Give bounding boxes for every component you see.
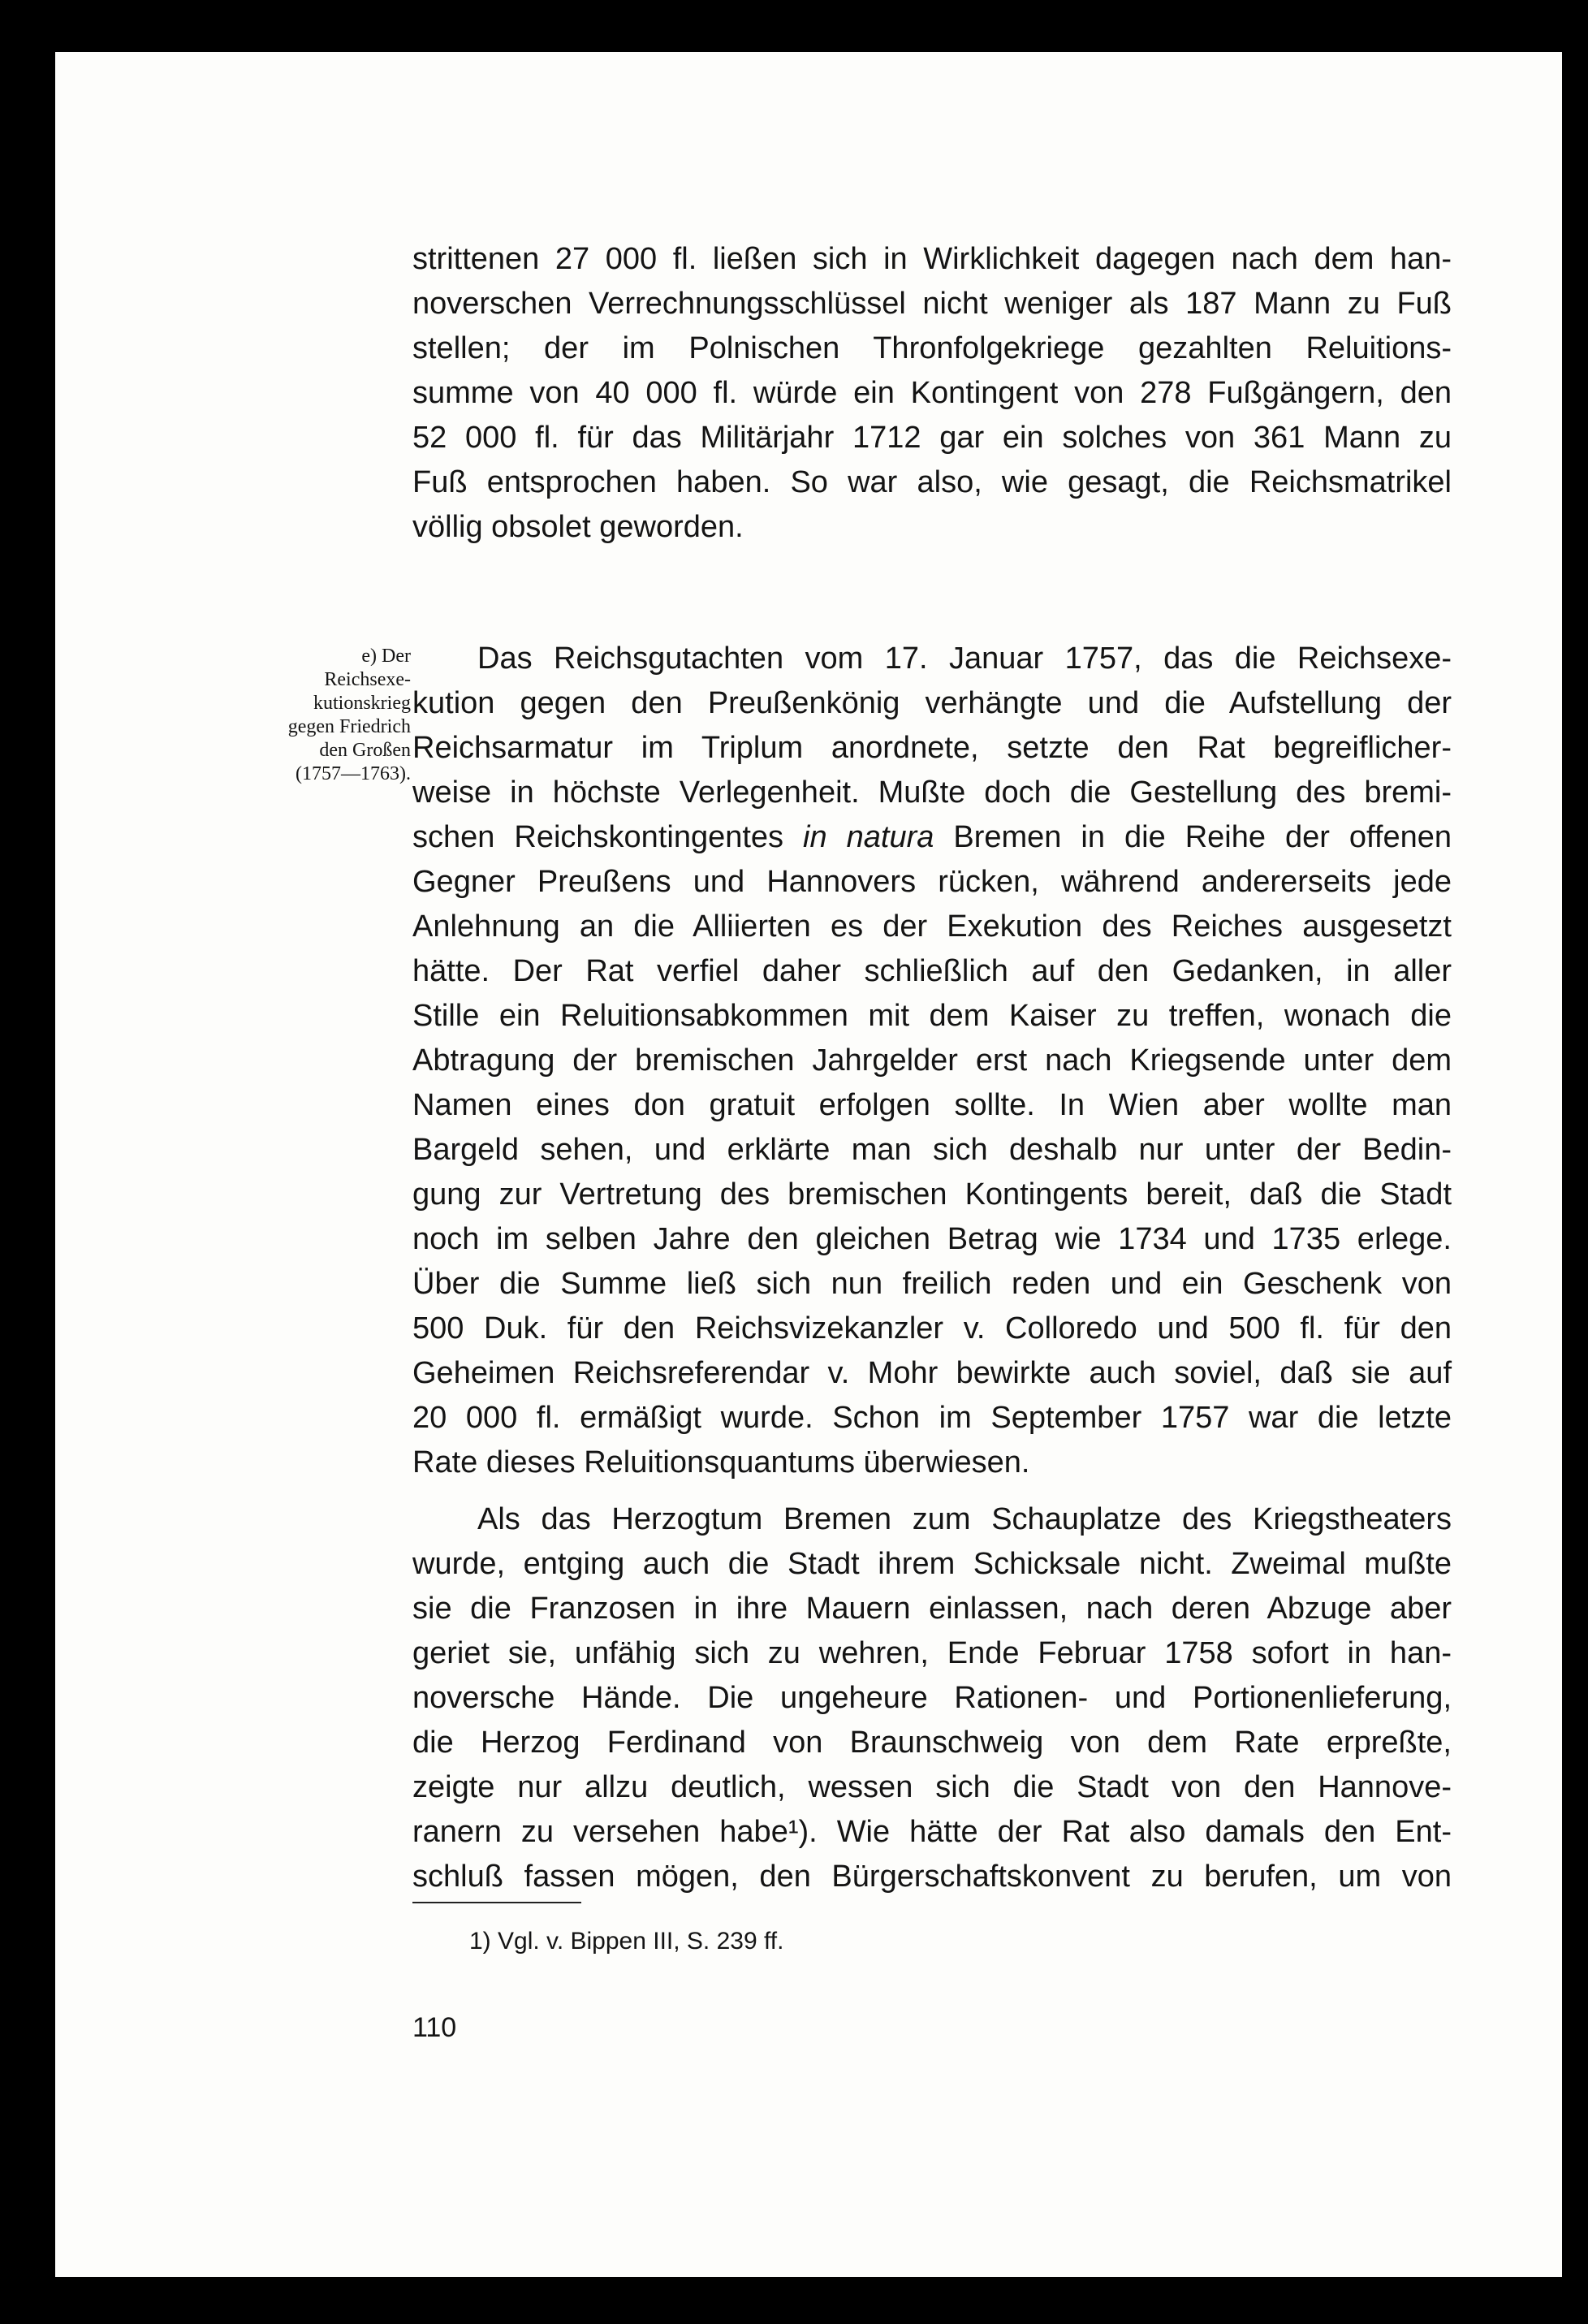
paragraph-herzogtum [412, 1497, 1452, 1899]
text-line: noch im selben Jahre den gleichen Betrag wie 1734 und 1735 erlege. [412, 1222, 1452, 1256]
text-line: weise in höchste Verlegenheit. Mußte doch die Gestellung des bremi- [412, 775, 1452, 810]
text-line: zeigte nur allzu deutlich, wessen sich die Stadt von den Hannove- [412, 1770, 1452, 1804]
footnote-marker: 1) [469, 1928, 491, 1955]
text-line: Gegner Preußens und Hannovers rücken, während andererseits jede [412, 865, 1452, 899]
text-line: 500 Duk. für den Reichsvizekanzler v. Colloredo und 500 fl. für den [412, 1311, 1452, 1346]
page-number: 110 [412, 2012, 457, 2043]
footnote-text: Vgl. v. Bippen III, S. 239 ff. [490, 1928, 784, 1955]
text-line: Stille ein Reluitionsabkommen mit dem Kaiser zu treffen, wonach die [412, 999, 1452, 1033]
margin-note-line: (1757—1763). [296, 763, 411, 784]
text-line: geriet sie, unfähig sich zu wehren, Ende Februar 1758 sofort in han- [412, 1636, 1452, 1670]
document-page [55, 52, 1562, 2277]
text-line: ranern zu versehen habe¹). Wie hätte der Rat also damals den Ent- [412, 1815, 1452, 1849]
italic-phrase: in natura [803, 820, 934, 854]
text-line: noverschen Verrechnungsschlüssel nicht weniger als 187 Mann zu Fuß [412, 287, 1452, 321]
text-line: die Herzog Ferdinand von Braunschweig von dem Rate erpreßte, [412, 1726, 1452, 1760]
text-line: Reichsarmatur im Triplum anordnete, setzte den Rat begreiflicher- [412, 731, 1452, 765]
margin-note-line: Reichsexe- [324, 669, 411, 690]
text-segment: schen Reichskontingentes [412, 820, 804, 854]
text-line: Namen eines don gratuit erfolgen sollte. In Wien aber wollte man [412, 1088, 1452, 1122]
text-line: Das Reichsgutachten vom 17. Januar 1757, das die Reichsexe- [477, 641, 1452, 676]
text-line: noversche Hände. Die ungeheure Rationen- und Portionenlieferung, [412, 1681, 1452, 1715]
footnote-divider [412, 1902, 581, 1903]
text-line: hätte. Der Rat verfiel daher schließlich auf den Gedanken, in aller [412, 954, 1452, 988]
text-line: stellen; der im Polnischen Thronfolgekriege gezahlten Reluitions- [412, 331, 1452, 365]
paragraph-reichsexekution [412, 637, 1452, 1485]
text-line: summe von 40 000 fl. würde ein Kontingent von 278 Fußgängern, den [412, 376, 1452, 410]
text-line: Abtragung der bremischen Jahrgelder erst nach Kriegsende unter dem [412, 1043, 1452, 1078]
paragraph-continuation [412, 237, 1452, 550]
margin-note-line: gegen Friedrich [287, 716, 411, 737]
text-line: kution gegen den Preußenkönig verhängte und die Aufstellung der [412, 686, 1452, 720]
text-line: strittenen 27 000 fl. ließen sich in Wirklichkeit dagegen nach dem han- [412, 242, 1452, 276]
text-line: Bargeld sehen, und erklärte man sich deshalb nur unter der Bedin- [412, 1133, 1452, 1167]
text-line: Als das Herzogtum Bremen zum Schauplatze des Kriegstheaters [477, 1502, 1452, 1536]
footnote [469, 1928, 783, 1955]
margin-note-line: kutionskrieg [313, 693, 411, 714]
text-line: 20 000 fl. ermäßigt wurde. Schon im September 1757 war die letzte [412, 1401, 1452, 1435]
text-line: Anlehnung an die Alliierten es der Exekution des Reiches ausgesetzt [412, 909, 1452, 944]
text-line: völlig obsolet geworden. [412, 510, 744, 544]
text-line: Fuß entsprochen haben. So war also, wie gesagt, die Reichsmatrikel [412, 465, 1452, 499]
margin-note-line: e) Der [361, 646, 411, 667]
text-segment: Bremen in die Reihe der offenen [934, 820, 1452, 854]
margin-note-line: den Großen [319, 740, 411, 761]
text-line: Geheimen Reichsreferendar v. Mohr bewirkte auch soviel, daß sie auf [412, 1356, 1452, 1390]
text-line: schluß fassen mögen, den Bürgerschaftskonvent zu berufen, um von [412, 1860, 1452, 1894]
text-line: Rate dieses Reluitionsquantums überwiesen. [412, 1445, 1030, 1479]
text-line: Über die Summe ließ sich nun freilich reden und ein Geschenk von [412, 1267, 1452, 1301]
text-line: 52 000 fl. für das Militärjahr 1712 gar ein solches von 361 Mann zu [412, 421, 1452, 455]
text-line: wurde, entging auch die Stadt ihrem Schicksale nicht. Zweimal mußte [412, 1547, 1452, 1581]
text-line: sie die Franzosen in ihre Mauern einlassen, nach deren Abzuge aber [412, 1592, 1452, 1626]
margin-note [175, 645, 411, 786]
text-line: gung zur Vertretung des bremischen Kontingents bereit, daß die Stadt [412, 1177, 1452, 1212]
text-line [412, 815, 1452, 860]
